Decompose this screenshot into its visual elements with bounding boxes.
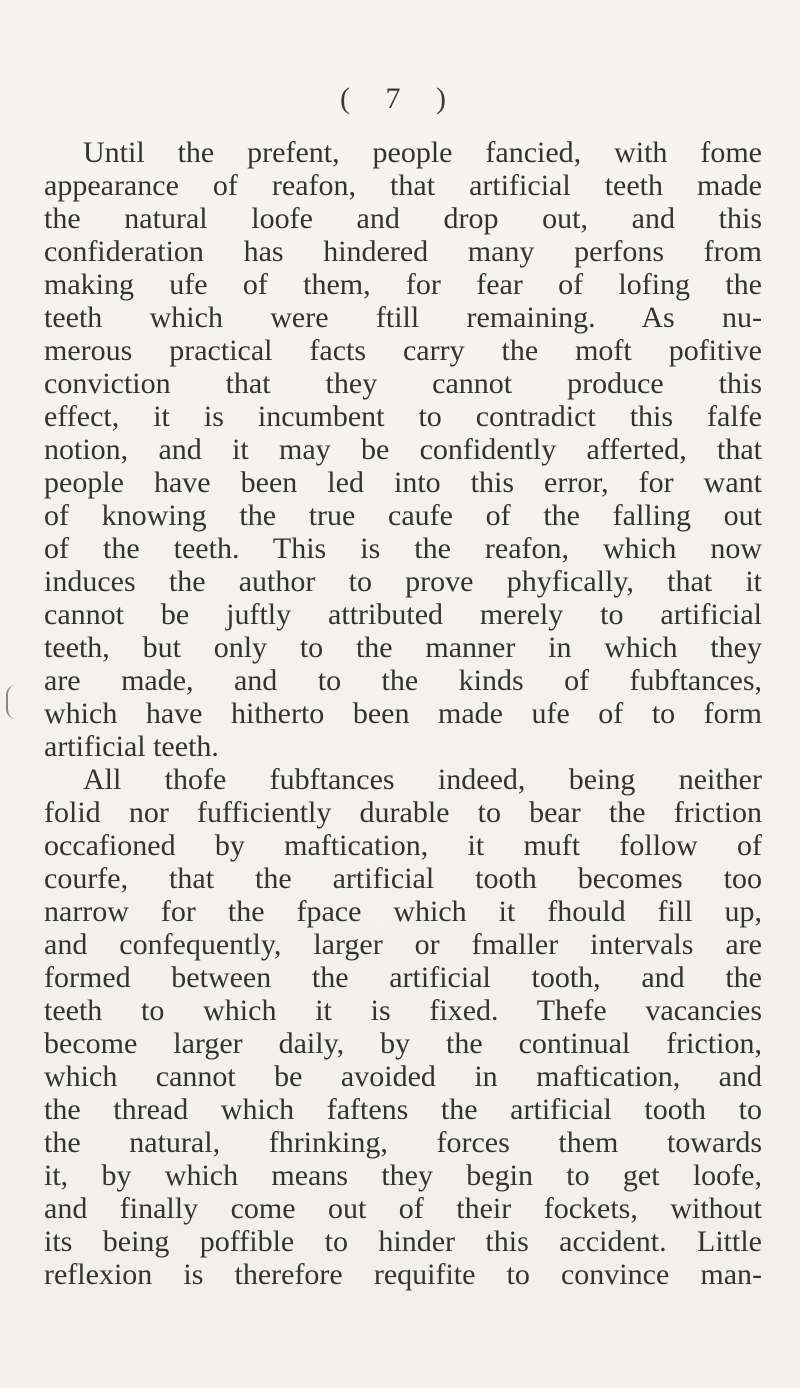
text-line: narrow for the fpace which it fhould fill up, bbox=[44, 895, 762, 928]
text-line: appearance of reafon, that artificial teeth made bbox=[44, 169, 762, 202]
text-line: making ufe of them, for fear of lofing the bbox=[44, 268, 762, 301]
text-line: the natural loofe and drop out, and this bbox=[44, 202, 762, 235]
text-line: people have been led into this error, for want bbox=[44, 466, 762, 499]
text-line: teeth which were ftill remaining. As nu- bbox=[44, 301, 762, 334]
text-line: induces the author to prove phyfically, that it bbox=[44, 565, 762, 598]
text-line: teeth to which it is fixed. Thefe vacancies bbox=[44, 994, 762, 1027]
text-line: courfe, that the artificial tooth becomes too bbox=[44, 862, 762, 895]
text-line: effect, it is incumbent to contradict this falfe bbox=[44, 400, 762, 433]
text-line: artificial teeth. bbox=[44, 730, 219, 763]
text-line: become larger daily, by the continual friction, bbox=[44, 1027, 762, 1060]
text-line: Until the prefent, people fancied, with fome bbox=[83, 136, 762, 169]
text-line: occafioned by maftication, it muft follow of bbox=[44, 829, 762, 862]
text-line: merous practical facts carry the moft pofitive bbox=[44, 334, 762, 367]
text-line: which have hitherto been made ufe of to form bbox=[44, 697, 762, 730]
body-text bbox=[44, 136, 762, 1291]
text-line: cannot be juftly attributed merely to artificial bbox=[44, 598, 762, 631]
margin-bracket-mark bbox=[6, 685, 16, 719]
text-line: it, by which means they begin to get loofe, bbox=[44, 1159, 762, 1192]
text-line: which cannot be avoided in maftication, and bbox=[44, 1060, 762, 1093]
text-line: folid nor fufficiently durable to bear the friction bbox=[44, 796, 762, 829]
text-line: reflexion is therefore requifite to convince man- bbox=[44, 1258, 762, 1291]
text-line: and confequently, larger or fmaller intervals are bbox=[44, 928, 762, 961]
text-line: All thofe fubftances indeed, being neither bbox=[83, 763, 762, 796]
text-line: notion, and it may be confidently afferted, that bbox=[44, 433, 762, 466]
text-line: teeth, but only to the manner in which they bbox=[44, 631, 762, 664]
page-number: ( 7 ) bbox=[340, 82, 460, 115]
text-line: are made, and to the kinds of fubftances, bbox=[44, 664, 762, 697]
text-line: confideration has hindered many perfons from bbox=[44, 235, 762, 268]
text-line: the natural, fhrinking, forces them towards bbox=[44, 1126, 762, 1159]
text-line: the thread which faftens the artificial tooth to bbox=[44, 1093, 762, 1126]
text-line: its being poffible to hinder this accident. Little bbox=[44, 1225, 762, 1258]
text-line: of the teeth. This is the reafon, which now bbox=[44, 532, 762, 565]
text-line: of knowing the true caufe of the falling out bbox=[44, 499, 762, 532]
text-line: and finally come out of their fockets, without bbox=[44, 1192, 762, 1225]
text-line: formed between the artificial tooth, and the bbox=[44, 961, 762, 994]
text-line: conviction that they cannot produce this bbox=[44, 367, 762, 400]
